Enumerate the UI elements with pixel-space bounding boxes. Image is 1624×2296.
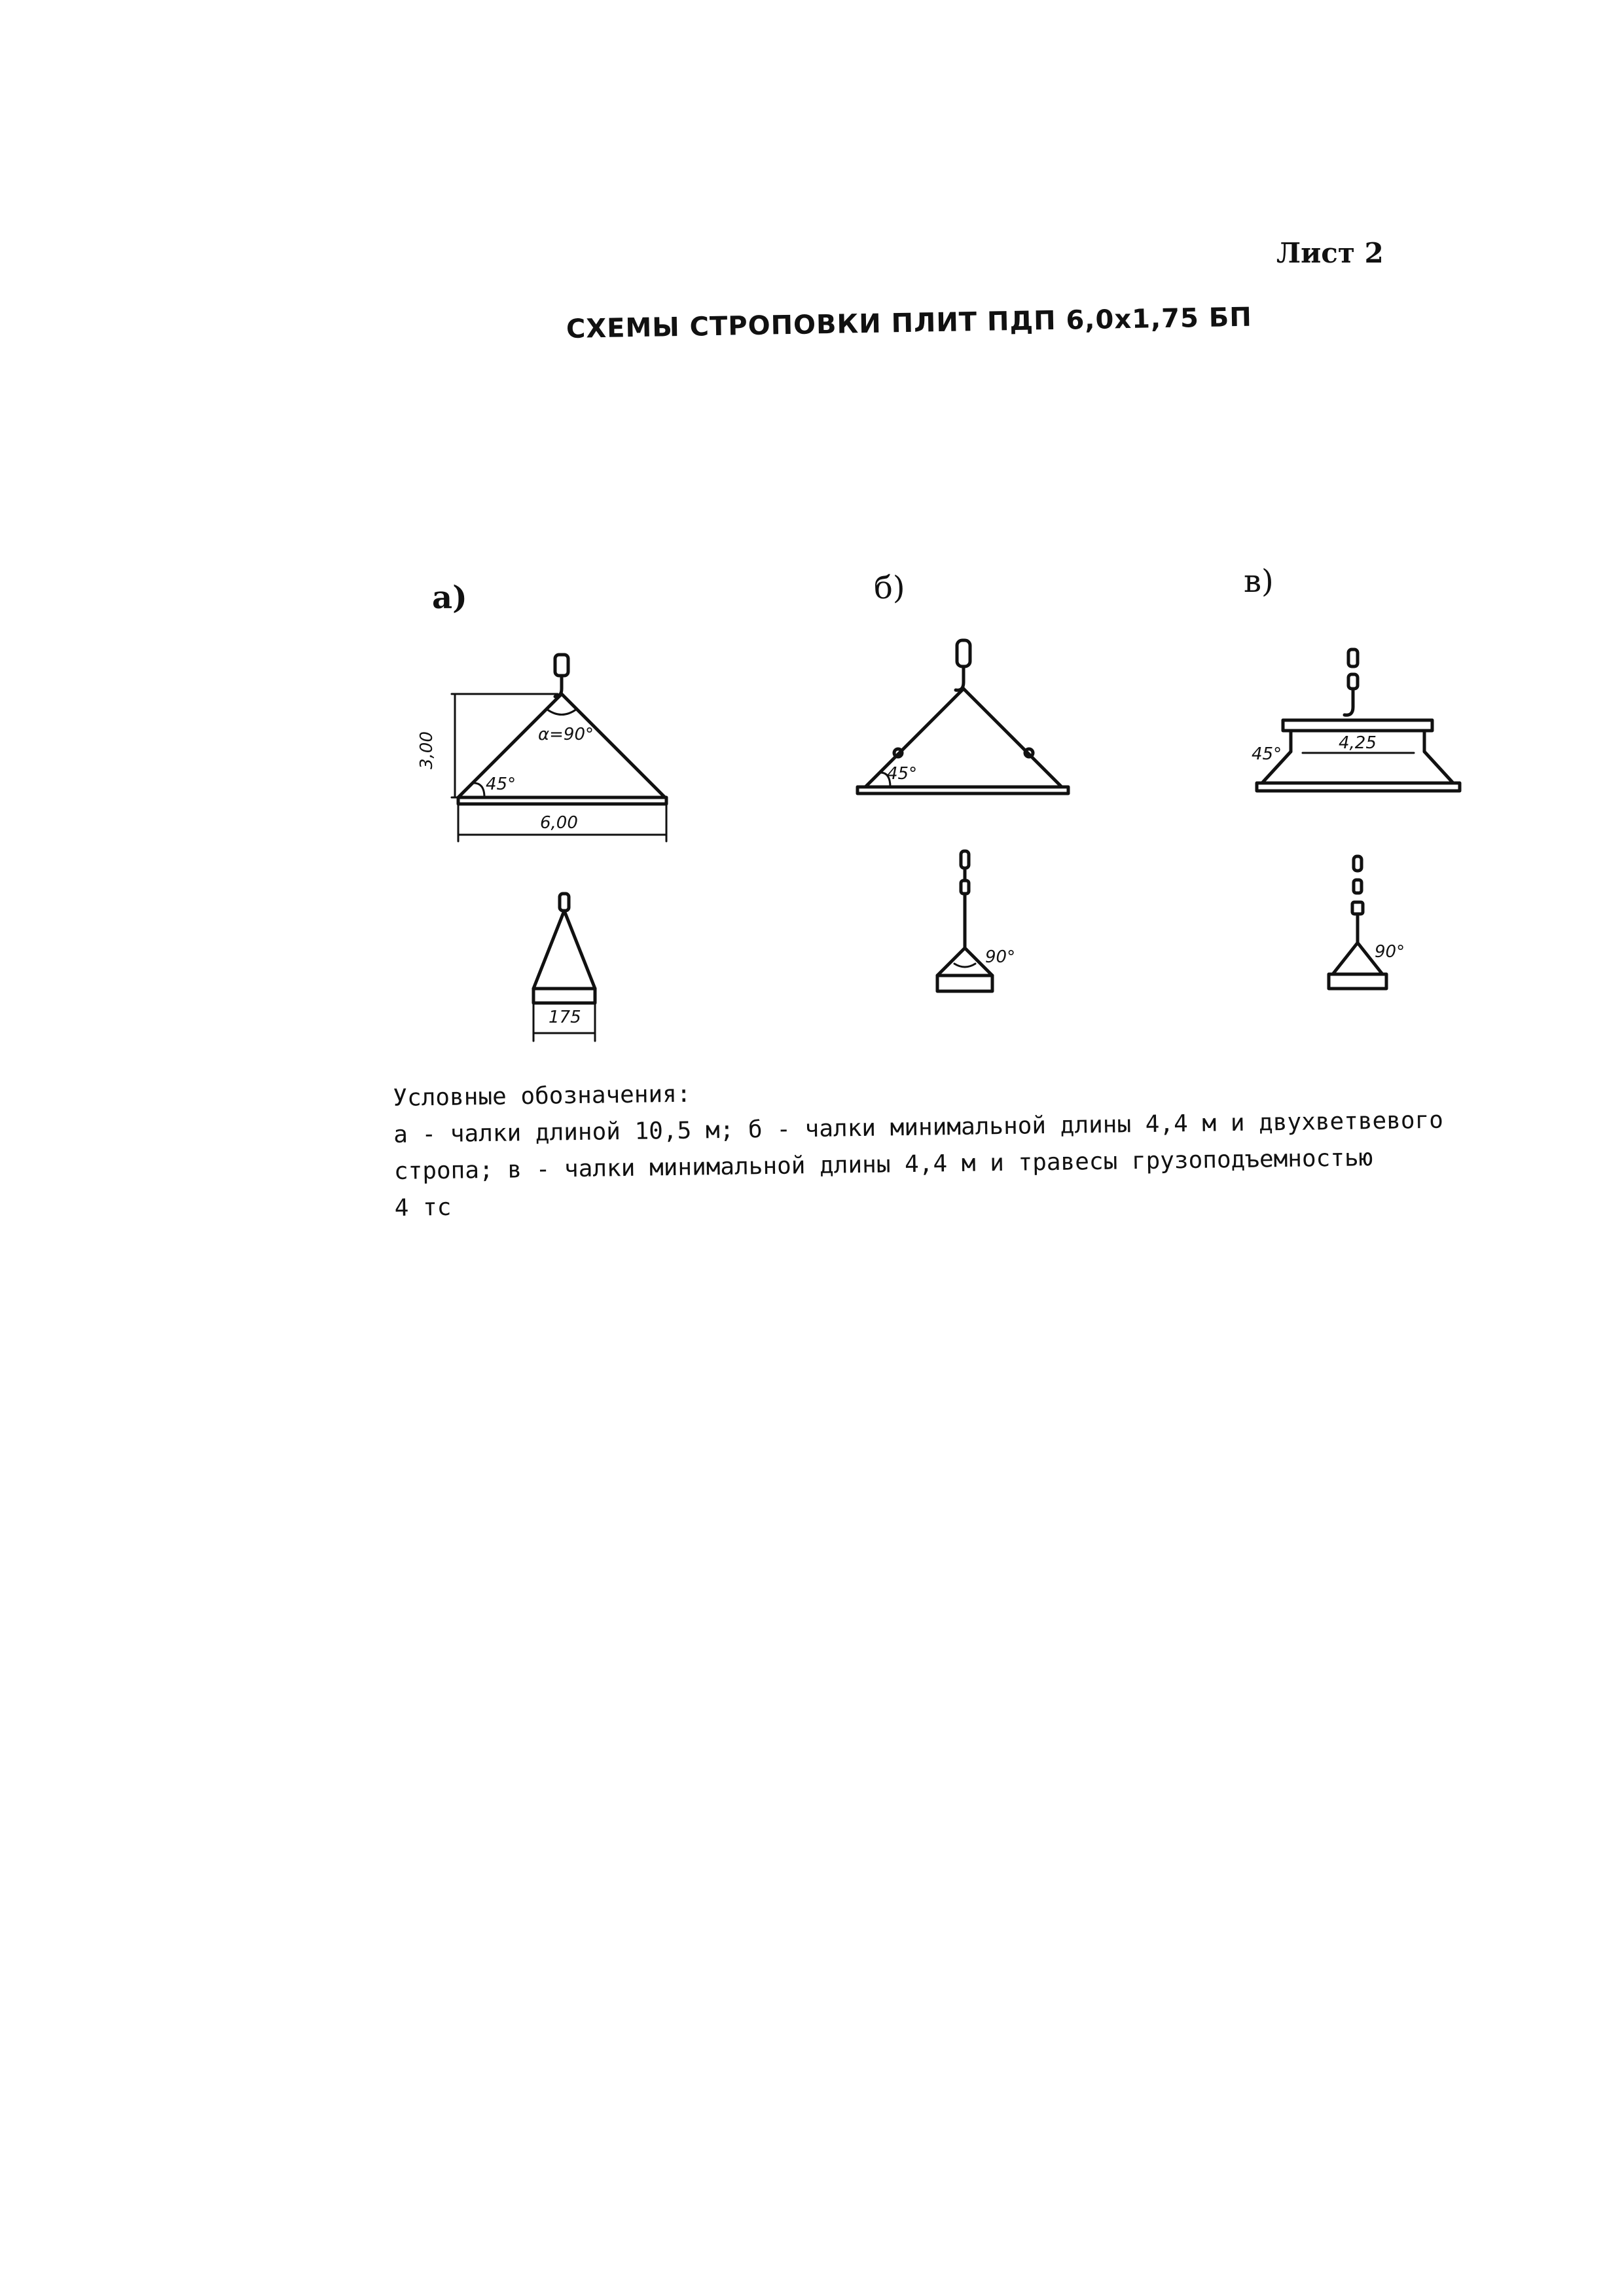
legend-heading: Условные обозначения: <box>393 1080 691 1112</box>
scheme-b-letter: б) <box>874 570 905 606</box>
hook-icon <box>956 666 964 690</box>
slab-c <box>1257 783 1460 791</box>
slab-a <box>458 797 666 804</box>
angle-side-text-a: 45° <box>486 774 516 794</box>
slab-section-b <box>937 975 992 991</box>
angle-arc-side-a <box>473 783 484 797</box>
legend <box>393 1064 1547 1227</box>
scheme-c-section <box>1329 856 1405 989</box>
legend-line-2: стропа; в - чалки минимальной длины 4,4 м и травесы грузоподъемностью <box>393 1144 1373 1185</box>
scheme-a-section <box>533 894 595 1041</box>
legend-line-1: а - чалки длиной 10,5 м; б - чалки минимальной длины 4,4 м и двухветвевого <box>393 1106 1444 1148</box>
scheme-a-elevation <box>417 655 666 841</box>
angle-top-text-a: α=90° <box>538 725 594 744</box>
width-dim-text-a: 175 <box>549 1008 581 1027</box>
hook-shackle-a <box>555 655 568 676</box>
beam-dim-text-c: 4,25 <box>1339 733 1377 753</box>
scheme-a-letter: а) <box>432 579 467 616</box>
shackle-a-section <box>560 894 569 911</box>
angle-section-text-b: 90° <box>985 947 1016 967</box>
traverse-beam-c <box>1283 720 1432 731</box>
height-dim-text-a: 3,00 <box>417 731 437 769</box>
scheme-b-section <box>937 851 1015 991</box>
hook-icon <box>1344 689 1353 715</box>
slab-section-c <box>1329 974 1386 989</box>
legend-line-3: 4 тс <box>394 1194 452 1222</box>
angle-side-text-c: 45° <box>1252 744 1282 764</box>
slab-b <box>857 787 1068 793</box>
sling-right-b <box>964 689 1062 787</box>
scheme-c-letter: в) <box>1244 563 1274 600</box>
scheme-b-elevation <box>857 640 1068 793</box>
angle-section-text-c: 90° <box>1375 942 1405 962</box>
slab-section-a <box>533 989 595 1003</box>
angle-arc-top-a <box>547 709 577 715</box>
scheme-c-elevation <box>1252 649 1460 791</box>
sheet-label: Лист 2 <box>1276 237 1384 269</box>
shackle-b <box>957 640 970 666</box>
angle-side-text-b: 45° <box>887 764 918 784</box>
span-dim-text-a: 6,00 <box>540 813 578 833</box>
document-title: СХЕМЫ СТРОПОВКИ ПЛИТ ПДП 6,0x1,75 БП <box>566 302 1253 344</box>
